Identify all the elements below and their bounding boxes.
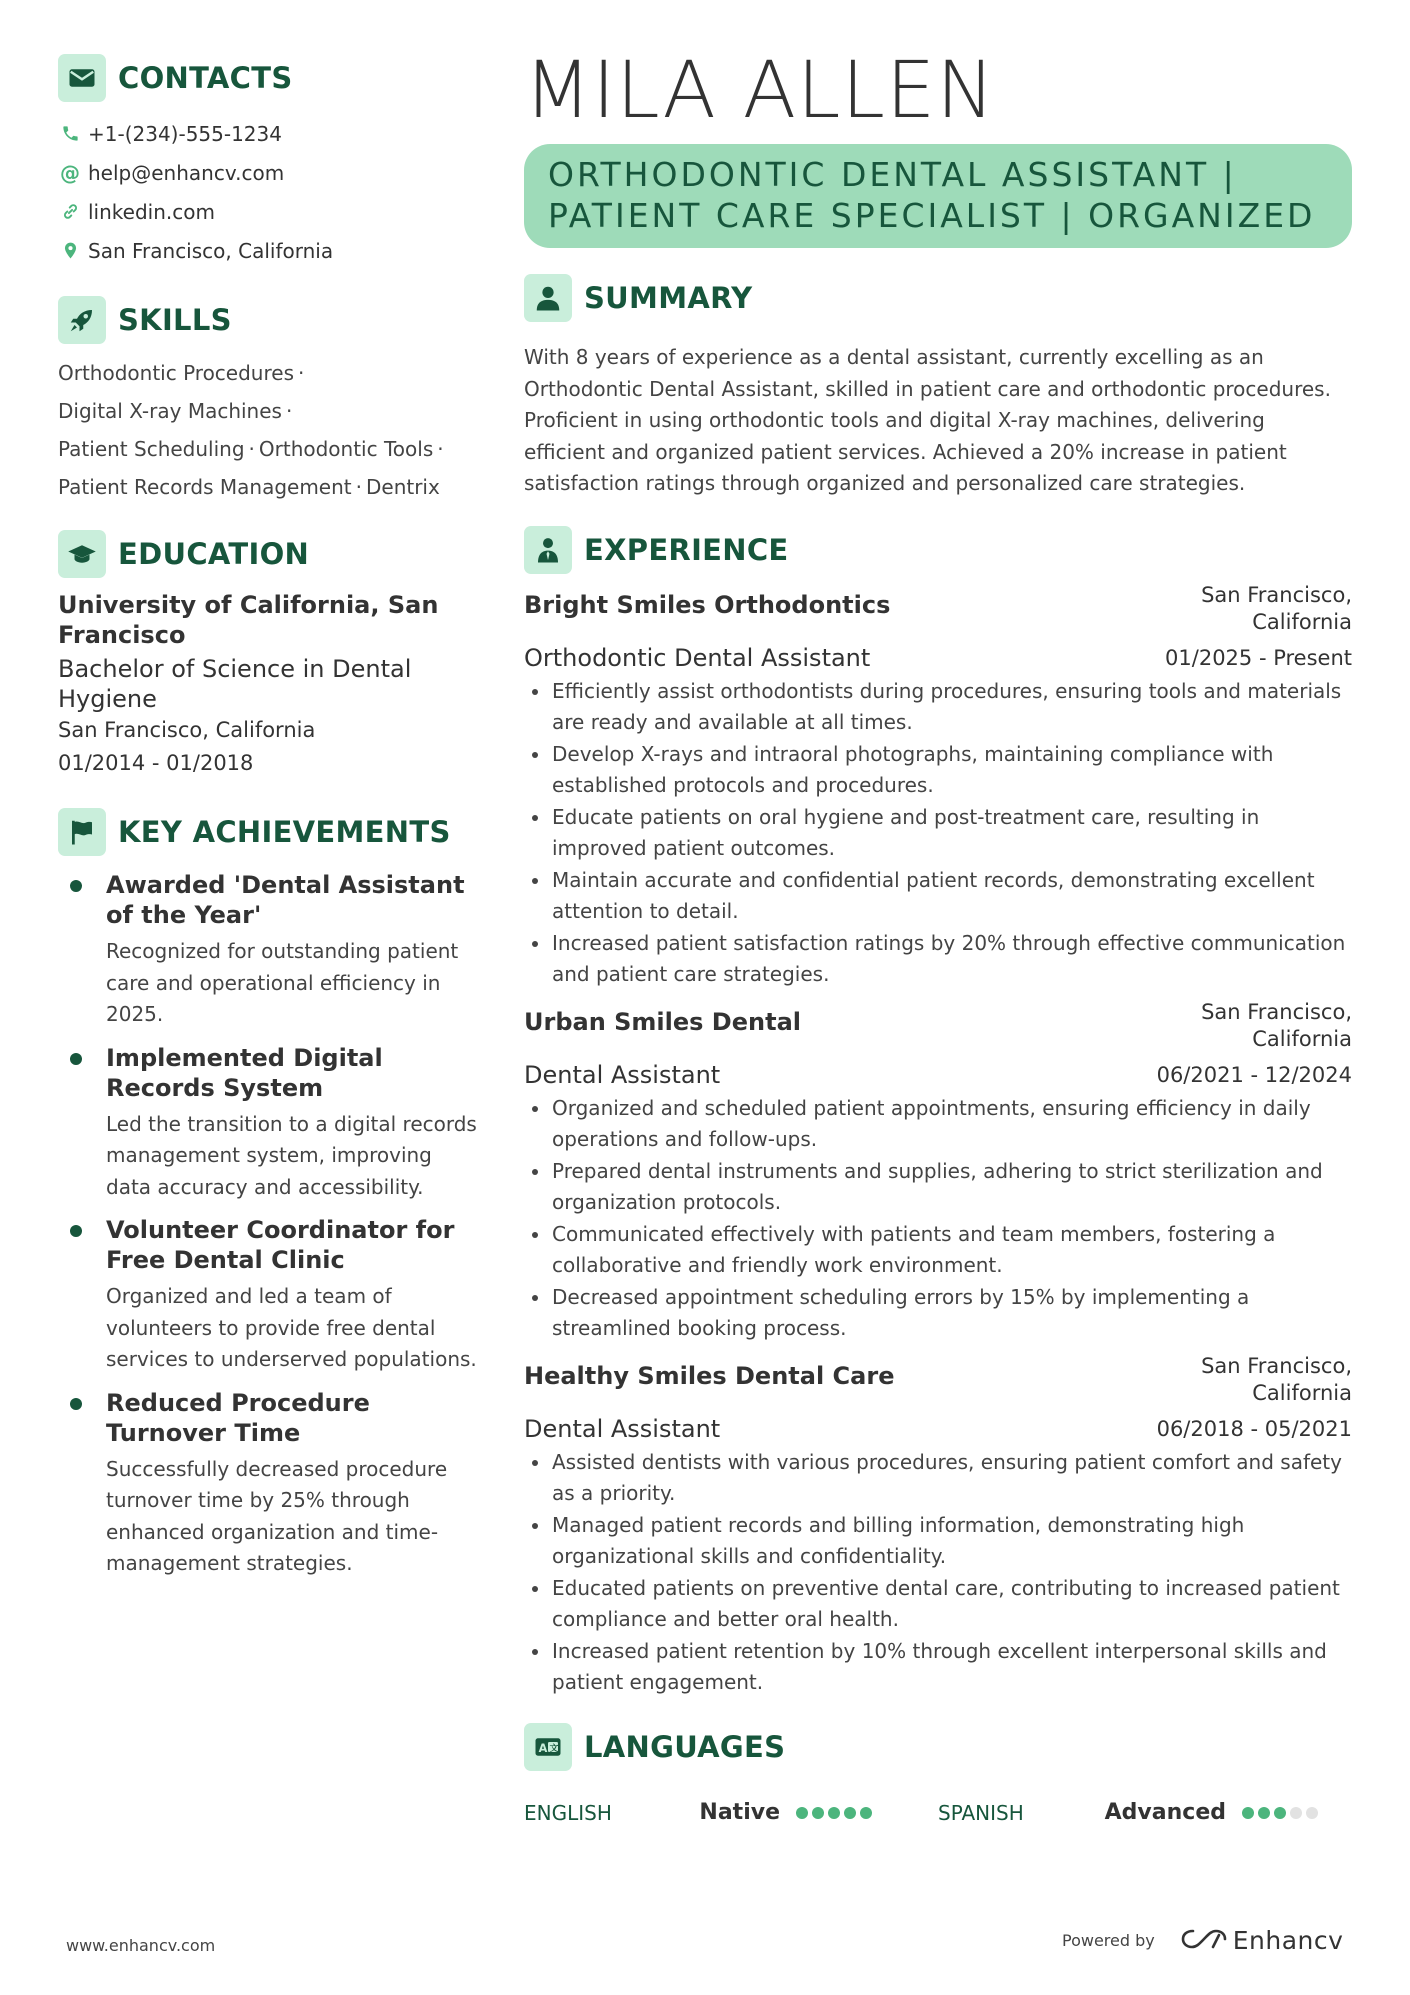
svg-text:A: A	[538, 1741, 548, 1755]
job-dates: 06/2021 - 12/2024	[1156, 1062, 1352, 1087]
bullet-icon	[70, 1398, 82, 1410]
job-company: Bright Smiles Orthodontics	[524, 590, 891, 619]
job-bullet: Organized and scheduled patient appointments, ensuring efficiency in daily operations and follow-ups.	[524, 1093, 1352, 1156]
contact-email[interactable]	[58, 153, 478, 192]
skill-item: Dentrix	[365, 475, 440, 499]
job-bullets	[524, 1093, 1352, 1345]
achievement-item	[58, 1043, 478, 1204]
rating-dot	[1242, 1807, 1254, 1819]
language-rating	[1242, 1807, 1322, 1819]
language-level: Native	[699, 1800, 780, 1825]
skill-line: Orthodontic Procedures ·	[58, 361, 305, 385]
achievements-list	[58, 870, 478, 1580]
job-role: Dental Assistant	[524, 1414, 721, 1443]
summary-title: SUMMARY	[584, 281, 753, 315]
education-title: EDUCATION	[118, 537, 310, 571]
job-role: Dental Assistant	[524, 1060, 721, 1089]
flag-icon	[58, 808, 106, 856]
contact-email-text: help@enhancv.com	[88, 160, 285, 185]
achievement-title: Volunteer Coordinator for Free Dental Clinic	[106, 1216, 455, 1274]
person-icon	[524, 274, 572, 322]
rating-dot	[796, 1807, 808, 1819]
job-bullets	[524, 676, 1352, 991]
education-header	[58, 530, 478, 578]
rating-dot	[844, 1807, 856, 1819]
job-location: San Francisco, California	[1201, 999, 1352, 1051]
summary-text: With 8 years of experience as a dental assistant, currently excelling as an Orthodontic Dental Assistant, skilled in patient care and orthodontic procedures. Proficient in using orthodontic tools and digital X-ray machines, delivering efficient and organized patient services. Achieved a 20% increase in patient satisfaction ratings through organized and personalized care strategies.	[524, 345, 1331, 495]
job-bullet: Decreased appointment scheduling errors by 15% by implementing a streamlined booking process.	[524, 1282, 1352, 1345]
job-bullet: Communicated effectively with patients and team members, fostering a collaborative and friendly work environment.	[524, 1219, 1352, 1282]
language-item	[938, 1800, 1352, 1825]
education-dates: 01/2014 - 01/2018	[58, 751, 254, 775]
contact-location	[58, 231, 478, 270]
language-name: ENGLISH	[524, 1800, 612, 1825]
contact-phone-text: +1-(234)-555-1234	[88, 121, 282, 146]
achievement-desc: Led the transition to a digital records management system, improving data accuracy and accessibility.	[106, 1111, 477, 1199]
phone-icon	[58, 122, 82, 146]
languages-row	[524, 1793, 1352, 1833]
language-name: SPANISH	[938, 1800, 1024, 1825]
achievements-header	[58, 808, 478, 856]
language-rating	[796, 1807, 876, 1819]
job-bullet: Educated patients on preventive dental care, contributing to increased patient compliance and better oral health.	[524, 1573, 1352, 1636]
left-column	[58, 54, 478, 1592]
job-bullet: Efficiently assist orthodontists during procedures, ensuring tools and materials are ready and available at all times.	[524, 676, 1352, 739]
headline-banner	[524, 144, 1352, 248]
contacts-header	[58, 54, 478, 102]
contact-linkedin[interactable]	[58, 192, 478, 231]
job-bullet: Increased patient satisfaction ratings by 20% through effective communication and patient care strategies.	[524, 928, 1352, 991]
achievement-desc: Organized and led a team of volunteers to provide free dental services to underserved populations.	[106, 1284, 477, 1371]
envelope-icon	[58, 54, 106, 102]
rating-dot	[860, 1807, 872, 1819]
bullet-icon	[70, 1225, 82, 1237]
job-entry	[524, 999, 1352, 1345]
job-bullet: Managed patient records and billing information, demonstrating high organizational skills and confidentiality.	[524, 1510, 1352, 1573]
svg-text:文: 文	[549, 1743, 559, 1754]
rating-dot	[1290, 1807, 1302, 1819]
bullet-icon	[70, 1053, 82, 1065]
contacts-title: CONTACTS	[118, 61, 293, 95]
skills-list	[58, 354, 478, 506]
brand-name: Enhancv	[1232, 1926, 1344, 1955]
rating-dot	[1274, 1807, 1286, 1819]
job-bullet: Prepared dental instruments and supplies, adhering to strict sterilization and organization protocols.	[524, 1156, 1352, 1219]
languages-title: LANGUAGES	[584, 1729, 786, 1764]
translate-icon	[524, 1723, 572, 1771]
language-item	[524, 1800, 938, 1825]
languages-header	[524, 1723, 1352, 1771]
achievement-title: Reduced Procedure Turnover Time	[106, 1388, 370, 1447]
rating-dot	[828, 1807, 840, 1819]
job-company: Urban Smiles Dental	[524, 1007, 801, 1036]
contact-phone[interactable]	[58, 114, 478, 153]
bullet-icon	[70, 880, 82, 892]
rating-dot	[812, 1807, 824, 1819]
rating-dot	[1258, 1807, 1270, 1819]
footer-website[interactable]: www.enhancv.com	[66, 1936, 216, 1955]
candidate-name: MILA ALLEN	[524, 46, 996, 136]
job-location: San Francisco, California	[1201, 582, 1352, 634]
headline-line: ORTHODONTIC DENTAL ASSISTANT |	[548, 155, 1237, 194]
education-university: University of California, San Francisco	[58, 591, 439, 649]
education-entry	[58, 590, 478, 780]
language-level: Advanced	[1104, 1800, 1226, 1825]
job-bullet: Educate patients on oral hygiene and post-treatment care, resulting in improved patient outcomes.	[524, 802, 1352, 865]
job-bullet: Maintain accurate and confidential patient records, demonstrating excellent attention to detail.	[524, 865, 1352, 928]
skill-line: Patient Scheduling · Orthodontic Tools ·	[58, 437, 444, 461]
footer-branding[interactable]	[1062, 1926, 1343, 1955]
job-entry	[524, 582, 1352, 991]
rating-dot	[1306, 1807, 1318, 1819]
achievement-desc: Recognized for outstanding patient care and operational efficiency in 2025.	[106, 939, 459, 1026]
job-company: Healthy Smiles Dental Care	[524, 1361, 895, 1390]
job-role: Orthodontic Dental Assistant	[524, 643, 871, 672]
skill-item: Digital X-ray Machines	[58, 399, 282, 423]
graduation-cap-icon	[58, 530, 106, 578]
education-degree: Bachelor of Science in Dental Hygiene	[58, 655, 412, 713]
achievement-title: Awarded 'Dental Assistant of the Year'	[106, 871, 465, 929]
education-location: San Francisco, California	[58, 718, 316, 742]
skill-item: Orthodontic Tools	[258, 437, 434, 461]
location-pin-icon	[58, 239, 82, 263]
achievements-title: KEY ACHIEVEMENTS	[118, 815, 451, 849]
briefcase-person-icon	[524, 526, 572, 574]
achievement-item	[58, 1215, 478, 1376]
achievement-title: Implemented Digital Records System	[106, 1043, 383, 1102]
skills-header	[58, 296, 478, 344]
experience-title: EXPERIENCE	[584, 532, 789, 567]
contacts-list	[58, 114, 478, 270]
experience-header	[524, 526, 1352, 574]
at-icon: @	[60, 160, 80, 185]
rocket-icon	[58, 296, 106, 344]
enhancv-logo-icon	[1181, 1927, 1227, 1955]
skills-title: SKILLS	[118, 303, 232, 337]
skill-item: Orthodontic Procedures	[58, 361, 294, 385]
job-bullet: Increased patient retention by 10% through excellent interpersonal skills and patient engagement.	[524, 1636, 1352, 1699]
job-bullets	[524, 1447, 1352, 1699]
job-bullet: Develop X-rays and intraoral photographs, maintaining compliance with established protocols and procedures.	[524, 739, 1352, 802]
right-column	[524, 48, 1352, 1833]
job-entry	[524, 1353, 1352, 1699]
headline-line: PATIENT CARE SPECIALIST | ORGANIZED	[548, 196, 1316, 235]
powered-by-label: Powered by	[1062, 1931, 1155, 1950]
achievement-item	[58, 870, 478, 1031]
job-bullet: Assisted dentists with various procedures, ensuring patient comfort and safety as a priority.	[524, 1447, 1352, 1510]
skill-line: Digital X-ray Machines ·	[58, 399, 293, 423]
contact-linkedin-text: linkedin.com	[88, 199, 215, 224]
skill-item: Patient Records Management	[58, 475, 352, 499]
achievement-item	[58, 1388, 478, 1580]
achievement-desc: Successfully decreased procedure turnover time by 25% through enhanced organization and time-management strategies.	[106, 1456, 448, 1575]
skill-line: Patient Records Management · Dentrix	[58, 475, 440, 499]
skill-item: Patient Scheduling	[58, 437, 245, 461]
job-dates: 01/2025 - Present	[1165, 645, 1352, 670]
job-dates: 06/2018 - 05/2021	[1156, 1416, 1352, 1441]
summary-header	[524, 274, 1352, 322]
contact-location-text: San Francisco, California	[88, 238, 334, 263]
job-location: San Francisco, California	[1201, 1353, 1352, 1405]
link-icon	[58, 200, 82, 224]
